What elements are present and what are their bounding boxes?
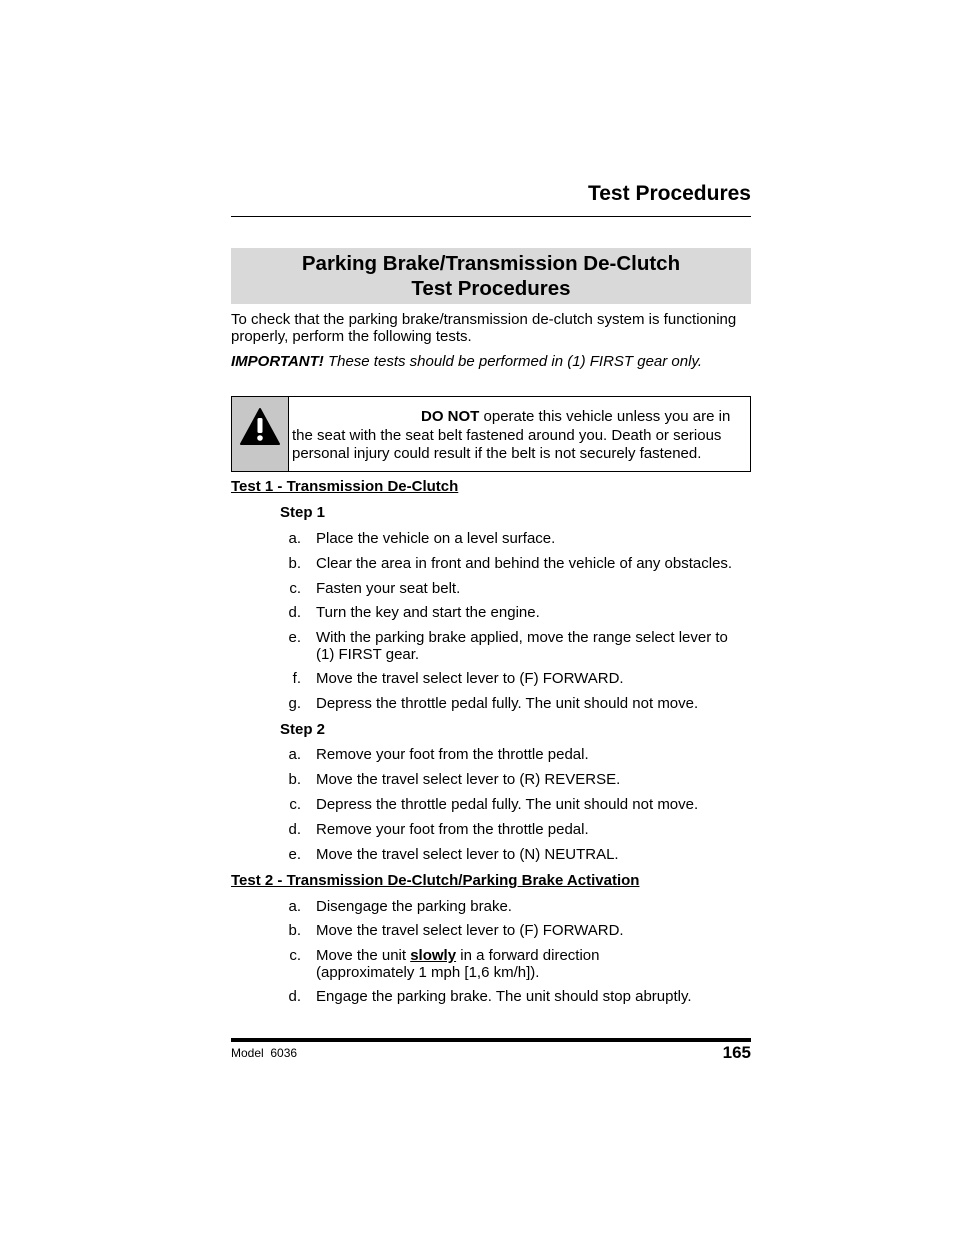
list-item-text: Engage the parking brake. The unit should stop abruptly. (316, 988, 692, 1005)
list-item-text: Depress the throttle pedal fully. The unit should not move. (316, 695, 699, 712)
list-item-text: Clear the area in front and behind the vehicle of any obstacles. (316, 555, 733, 572)
list-item-letter: d. (288, 821, 301, 838)
list-item-letter: e. (288, 629, 301, 646)
warning-text-line3: personal injury could result if the belt is not securely fastened. (292, 445, 702, 462)
list-item-letter: f. (292, 670, 301, 687)
list-item-letter: b. (288, 771, 301, 788)
intro-paragraph: To check that the parking brake/transmission de-clutch system is functioning properly, perform the following tests. (231, 311, 737, 345)
list-item-letter: g. (288, 695, 301, 712)
list-item-letter: b. (288, 922, 301, 939)
step2-heading: Step 2 (280, 721, 326, 738)
list-item-text-line1: With the parking brake applied, move the range select lever to (316, 629, 728, 646)
list-item-letter: a. (288, 898, 301, 915)
list-item-text (316, 948, 756, 981)
warning-text (292, 408, 744, 464)
page-number: 165 (722, 1043, 751, 1062)
important-note (231, 353, 751, 371)
header-rule (231, 216, 751, 217)
page-title-box (231, 248, 751, 304)
list-item-text-line2: (1) FIRST gear. (316, 645, 420, 663)
warning-triangle-icon (239, 407, 281, 447)
list-item-text-pre: Move the unit (316, 947, 411, 964)
list-item-text: Move the travel select lever to (N) NEUTRAL. (316, 846, 619, 863)
list-item-text: Move the travel select lever to (R) REVERSE. (316, 771, 621, 788)
safety-warning-box (231, 396, 751, 472)
step1-heading: Step 1 (280, 504, 326, 521)
list-item-letter: d. (288, 604, 301, 621)
page-title-line2: Test Procedures (411, 277, 571, 300)
list-item-text: Remove your foot from the throttle pedal. (316, 746, 589, 763)
list-item-letter: c. (289, 796, 301, 813)
test1-heading: Test 1 - Transmission De-Clutch (231, 478, 459, 495)
list-item-text: Move the travel select lever to (F) FORWARD. (316, 922, 624, 939)
list-item-letter: a. (288, 746, 301, 763)
list-item-text-post: in a forward direction (456, 947, 600, 964)
list-item-text: Remove your foot from the throttle pedal. (316, 821, 589, 838)
footer-model: Model 6036 (231, 1046, 298, 1060)
list-item-letter: a. (288, 530, 301, 547)
list-item-text: Fasten your seat belt. (316, 580, 461, 597)
list-item-text-line2: (approximately 1 mph [1,6 km/h]). (316, 963, 540, 981)
test2-heading: Test 2 - Transmission De-Clutch/Parking Brake Activation (231, 872, 640, 889)
section-title: Test Procedures (587, 182, 751, 205)
important-text: These tests should be performed in (1) FIRST gear only. (323, 353, 703, 370)
list-item-letter: c. (289, 580, 301, 597)
list-item-letter: e. (288, 846, 301, 863)
warning-do-not: DO NOT (421, 408, 480, 425)
list-item-emphasis: slowly (410, 947, 457, 964)
list-item-text: Disengage the parking brake. (316, 898, 512, 915)
list-item-text: Turn the key and start the engine. (316, 604, 540, 621)
list-item-text: Place the vehicle on a level surface. (316, 530, 556, 547)
list-item-letter: b. (288, 555, 301, 572)
list-item-text: Depress the throttle pedal fully. The unit should not move. (316, 796, 699, 813)
warning-text-line2: the seat with the seat belt fastened around you. Death or serious (292, 426, 722, 444)
list-item-letter: c. (289, 947, 301, 964)
list-item-text: Move the travel select lever to (F) FORWARD. (316, 670, 624, 687)
warning-icon-cell (232, 397, 289, 471)
warning-text-line1: operate this vehicle unless you are in (479, 408, 731, 425)
list-item-text (316, 630, 756, 663)
list-item-letter: d. (288, 988, 301, 1005)
page-title-line1: Parking Brake/Transmission De-Clutch (301, 252, 681, 275)
footer-rule (231, 1038, 751, 1042)
important-label: IMPORTANT! (231, 353, 324, 370)
